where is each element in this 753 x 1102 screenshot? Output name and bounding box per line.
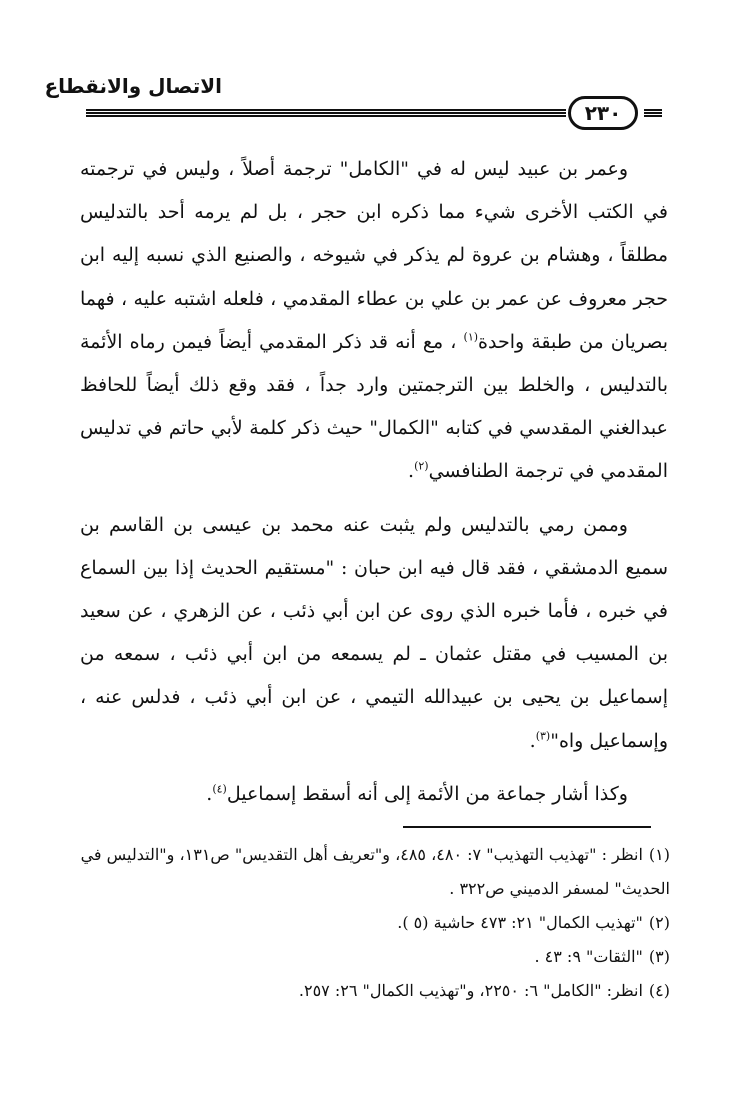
footnote-4-number: (٤)	[648, 981, 670, 1000]
paragraph-1-text: وعمر بن عبيد ليس له في "الكامل" ترجمة أصلاً ، وليس في ترجمته في الكتب الأخرى شيء مما ذكره ابن حجر ، بل لم يرمه أحد بالتدليس مطلقاً ، وهشام بن عروة لم يذكر في شيوخه ، والصنيع الذي نسبه إليه ابن حجر معروف عن عمر بن علي بن عطاء المقدمي ، فلعله اشتبه عليه ، فهما بصريان من طبقة واحدة	[80, 158, 668, 353]
paragraph-1	[80, 148, 668, 494]
paragraph-3-end: .	[206, 782, 213, 805]
footnote-2-text: "تهذيب الكمال" ٢١: ٤٧٣ حاشية (٥ ).	[397, 913, 643, 932]
page-number: ٢٣٠	[584, 101, 622, 125]
footnote-1-text: انظر : "تهذيب التهذيب" ٧: ٤٨٠، ٤٨٥، و"تعريف أهل التقديس" ص١٣١، و"التدليس في الحديث" لمسفر الدميني ص٣٢٢ .	[80, 845, 670, 898]
footnote-4-text: انظر: "الكامل" ٦: ٢٢٥٠، و"تهذيب الكمال" ٢٦: ٢٥٧.	[298, 981, 643, 1000]
paragraph-3	[80, 773, 668, 816]
page-number-badge	[568, 96, 638, 130]
footnote-3-number: (٣)	[648, 947, 670, 966]
footnote-marker-1: (١)	[463, 330, 479, 344]
footnote-2-number: (٢)	[648, 913, 670, 932]
paragraph-3-text: وكذا أشار جماعة من الأئمة إلى أنه أسقط إسماعيل	[226, 782, 628, 805]
paragraph-2-end: .	[529, 729, 536, 752]
paragraph-1-text-cont: ، مع أنه قد ذكر المقدمي أيضاً فيمن رماه الأئمة بالتدليس ، والخلط بين الترجمتين وارد جداً ، فقد وقع ذلك أيضاً للحافظ عبدالغني المقدسي في كتابه "الكمال" حيث ذكر كلمة لأبي حاتم في تدليس المقدمي في ترجمة الطنافسي	[80, 330, 668, 483]
footnote-2	[80, 906, 670, 940]
header-rule-end	[644, 109, 662, 118]
running-title: الاتصال والانقطاع	[44, 74, 222, 98]
footnote-1-number: (١)	[648, 845, 670, 864]
main-text	[80, 148, 668, 816]
footnote-marker-3: (٣)	[535, 729, 551, 743]
paragraph-2-text: وممن رمي بالتدليس ولم يثبت عنه محمد بن عيسى بن القاسم بن سميع الدمشقي ، فقد قال فيه ابن حبان : "مستقيم الحديث إذا بين السماع في خبره ، فأما خبره الذي روى عن ابن أبي ذئب ، عن الزهري ، عن سعيد بن المسيب في مقتل عثمان ـ لم يسمعه من ابن أبي ذئب ، سمعه من إسماعيل بن يحيى بن عبيدالله التيمي ، عن ابن أبي ذئب ، فدلس عنه ، وإسماعيل واه"	[80, 513, 668, 752]
page-header	[44, 74, 662, 130]
paragraph-1-end: .	[408, 460, 415, 483]
header-rule	[86, 109, 566, 118]
footnote-marker-4: (٤)	[212, 782, 227, 796]
paragraph-2	[80, 504, 668, 763]
footnote-marker-2: (٢)	[414, 460, 429, 474]
footnote-4	[80, 974, 670, 1008]
footnote-separator	[403, 826, 651, 828]
footnote-3-text: "الثقات" ٩: ٤٣ .	[534, 947, 643, 966]
footnote-1	[80, 838, 670, 906]
footnote-3	[80, 940, 670, 974]
footnotes	[80, 838, 670, 1008]
